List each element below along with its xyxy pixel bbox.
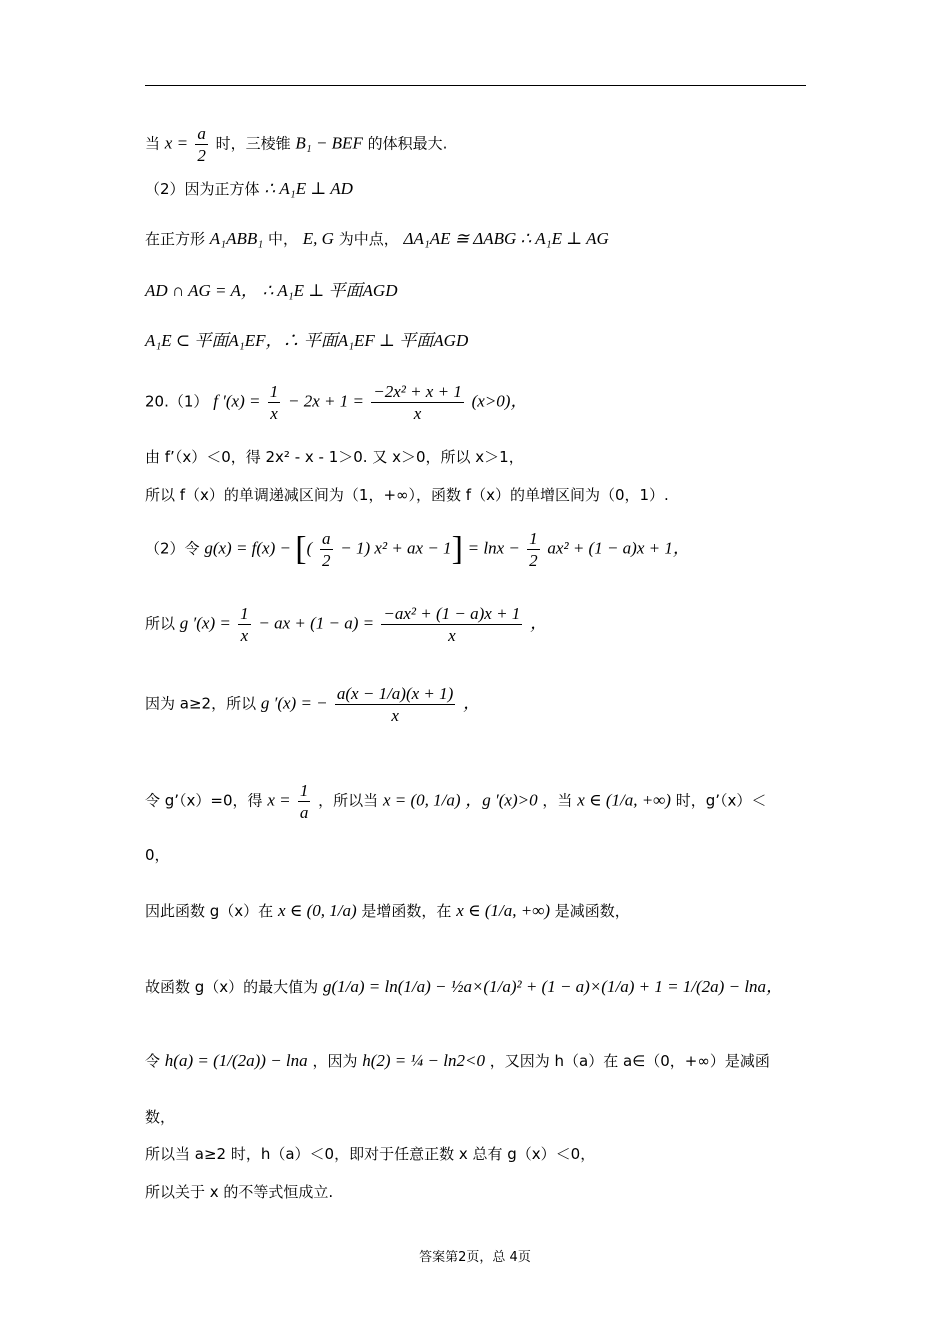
text-line-5: A₁E ⊂ 平面A₁EF，∴ 平面A₁EF ⊥ 平面AGD — [145, 331, 469, 350]
text-line-13: 0， — [145, 846, 170, 864]
text-line-7: 由 f’（x）＜0，得 2x² - x - 1＞0. 又 x＞0，所以 x＞1， — [145, 448, 524, 466]
text-line-18: 所以当 a≥2 时，h（a）＜0，即对于任意正数 x 总有 g（x）＜0， — [145, 1145, 596, 1163]
text-line-4: AD ∩ AG = A， ∴ A₁E ⊥ 平面AGD — [145, 281, 398, 300]
header-rule — [145, 85, 806, 86]
text-line-9: （2）令 g(x) = f(x) − [( $\frac{a}{2}$ − 1) x² + ax − 1] = lnx − $\frac{1}{2}$ ax² + (1 − a)x + 1， — [145, 529, 690, 570]
text-line-14: 因此函数 g（x）在 x ∈ (0, 1/a) 是增函数，在 x ∈ (1/a, +∞) 是减函数， — [145, 901, 630, 920]
page-footer: 答案第2页，总 4页 — [419, 1250, 531, 1265]
text-line-12: 令 g’（x）=0，得 x = $\frac{1}{a}$ ，所以当 x = (0, 1/a) ，g ′(x)>0 ，当 x ∈ (1/a, +∞) 时，g’（x）＜ — [145, 781, 767, 822]
text-line-17: 数， — [145, 1108, 176, 1126]
text-line-8: 所以 f（x）的单调递减区间为（1，+∞），函数 f（x）的单增区间为（0，1）. — [145, 486, 669, 504]
text-line-3: 在正方形 A₁ABB₁ 中， E, G 为中点， ΔA₁AE ≅ ΔABG ∴ A₁E ⊥ AG — [145, 229, 609, 248]
text-line-15: 故函数 g（x）的最大值为 g(1/a) = ln(1/a) − ½a×(1/a)² + (1 − a)×(1/a) + 1 = 1/(2a) − lna， — [145, 977, 784, 996]
text-line-6: 20.（1） f ′(x) = $\frac{1}{x}$ − 2x + 1 = $\frac{\text{−2x² + x + 1}}{x}$ (x>0)， — [145, 382, 528, 423]
text-line-10: 所以 g ′(x) = $\frac{1}{x}$ − ax + (1 − a) = $\frac{\text{−ax² + (1 − a)x + 1}}{x}$ ， — [145, 604, 548, 645]
text-line-2: （2）因为正方体 ∴ A₁E ⊥ AD — [145, 179, 353, 198]
text-line-11: 因为 a≥2，所以 g ′(x) = − $\frac{a(x - 1/a)(x + 1)}{x}$ ， — [145, 684, 481, 725]
text-line-1: 当 x = $\frac{a}{2}$ 时，三棱锥 B₁ − BEF 的体积最大. — [145, 124, 448, 165]
text-line-16: 令 h(a) = (1/(2a)) − lna ，因为 h(2) = ¼ − ln2<0 ，又因为 h（a）在 a∈（0，+∞）是减函 — [145, 1051, 770, 1070]
text-line-19: 所以关于 x 的不等式恒成立. — [145, 1183, 334, 1201]
